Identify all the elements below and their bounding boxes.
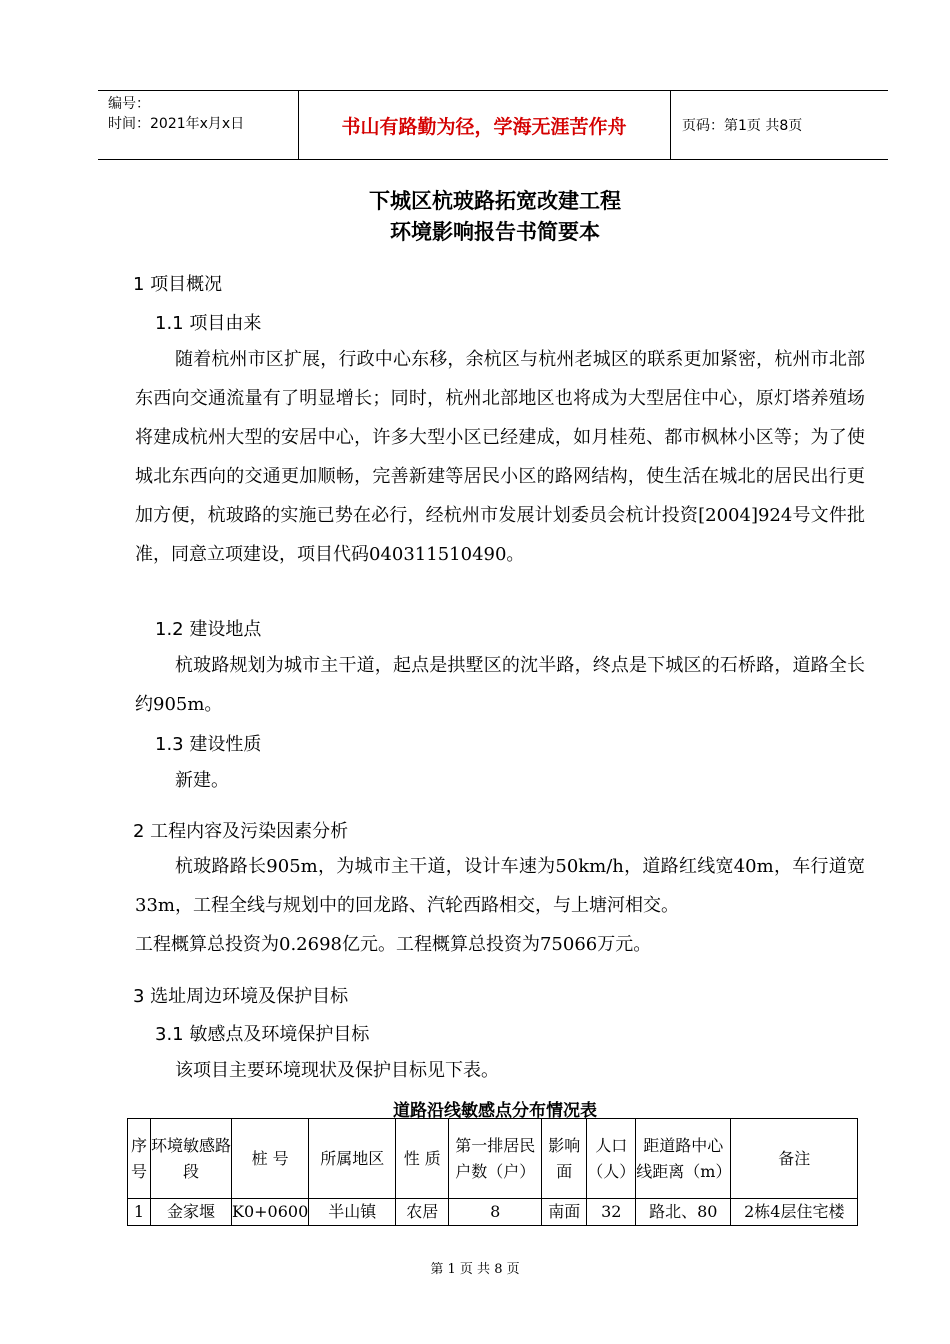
header-info <box>98 91 299 159</box>
cell-households: 8 <box>449 1199 542 1226</box>
section-1-1-paragraph: 随着杭州市区扩展，行政中心东移，余杭区与杭州老城区的联系更加紧密，杭州市北部东西向交通流量有了明显增长；同时，杭州北部地区也将成为大型居住中心，原灯塔养殖场将建成杭州大型的安居中心，许多大型小区已经建成，如月桂苑、都市枫林小区等；为了使城北东西向的交通更加顺畅，完善新建等居民小区的路网结构，使生活在城北的居民出行更加方便，杭玻路的实施已势在必行，经杭州市发展计划委员会杭计投资[2004]924号文件批准，同意立项建设，项目代码040311510490。 <box>135 349 865 565</box>
col-face: 影响面 <box>542 1119 587 1199</box>
cell-seq: 1 <box>128 1199 151 1226</box>
col-seq: 序号 <box>128 1119 151 1199</box>
section-1-2-paragraph: 杭玻路规划为城市主干道，起点是拱墅区的沈半路，终点是下城区的石桥路，道路全长约905m。 <box>135 655 865 715</box>
section-1-1-heading: 1.1 项目由来 <box>155 313 262 334</box>
page-footer: 第 1 页 共 8 页 <box>430 1262 520 1277</box>
col-population: 人口（人） <box>587 1119 636 1199</box>
section-1-heading: 1 项目概况 <box>133 274 223 295</box>
section-1-3-paragraph: 新建。 <box>175 770 229 791</box>
section-1-2-heading: 1.2 建设地点 <box>155 619 262 640</box>
sensitive-points-table <box>127 1118 858 1226</box>
header-page-info: 页码：第1页 共8页 <box>682 118 803 134</box>
section-3-1-paragraph: 该项目主要环境现状及保护目标见下表。 <box>175 1060 499 1081</box>
cell-distance: 路北、80 <box>636 1199 731 1226</box>
section-2-paragraph-cost: 工程概算总投资为0.2698亿元。工程概算总投资为75066万元。 <box>135 934 652 955</box>
table-row <box>128 1199 858 1226</box>
cell-stake: K0+0600 <box>232 1199 309 1226</box>
section-3-heading: 3 选址周边环境及保护目标 <box>133 986 349 1007</box>
doc-number-label: 编号： <box>108 96 150 112</box>
header-motto: 书山有路勤为径，学海无涯苦作舟 <box>298 91 671 159</box>
table-header-row <box>128 1119 858 1199</box>
section-1-3-heading: 1.3 建设性质 <box>155 734 262 755</box>
section-3-1-heading: 3.1 敏感点及环境保护目标 <box>155 1024 370 1045</box>
section-2-heading: 2 工程内容及污染因素分析 <box>133 821 349 842</box>
cell-section: 金家堰 <box>151 1199 232 1226</box>
doc-title-line1: 下城区杭玻路拓宽改建工程 <box>369 189 621 213</box>
col-nature: 性 质 <box>396 1119 449 1199</box>
cell-face: 南面 <box>542 1199 587 1226</box>
cell-population: 32 <box>587 1199 636 1226</box>
page-header <box>98 90 888 160</box>
col-distance: 距道路中心线距离（m） <box>636 1119 731 1199</box>
cell-nature: 农居 <box>396 1199 449 1226</box>
col-region: 所属地区 <box>309 1119 396 1199</box>
cell-region: 半山镇 <box>309 1199 396 1226</box>
table-title: 道路沿线敏感点分布情况表 <box>393 1101 597 1121</box>
col-section: 环境敏感路段 <box>151 1119 232 1199</box>
col-households: 第一排居民户数（户） <box>449 1119 542 1199</box>
doc-title-line2: 环境影响报告书简要本 <box>390 220 600 244</box>
doc-time-label: 时间：2021年x月x日 <box>108 116 245 132</box>
cell-remark: 2栋4层住宅楼 <box>731 1199 858 1226</box>
col-remark: 备注 <box>731 1119 858 1199</box>
section-2-paragraph: 杭玻路路长905m，为城市主干道，设计车速为50km/h，道路红线宽40m，车行道宽33m，工程全线与规划中的回龙路、汽轮西路相交，与上塘河相交。 <box>135 856 865 916</box>
col-stake: 桩 号 <box>232 1119 309 1199</box>
